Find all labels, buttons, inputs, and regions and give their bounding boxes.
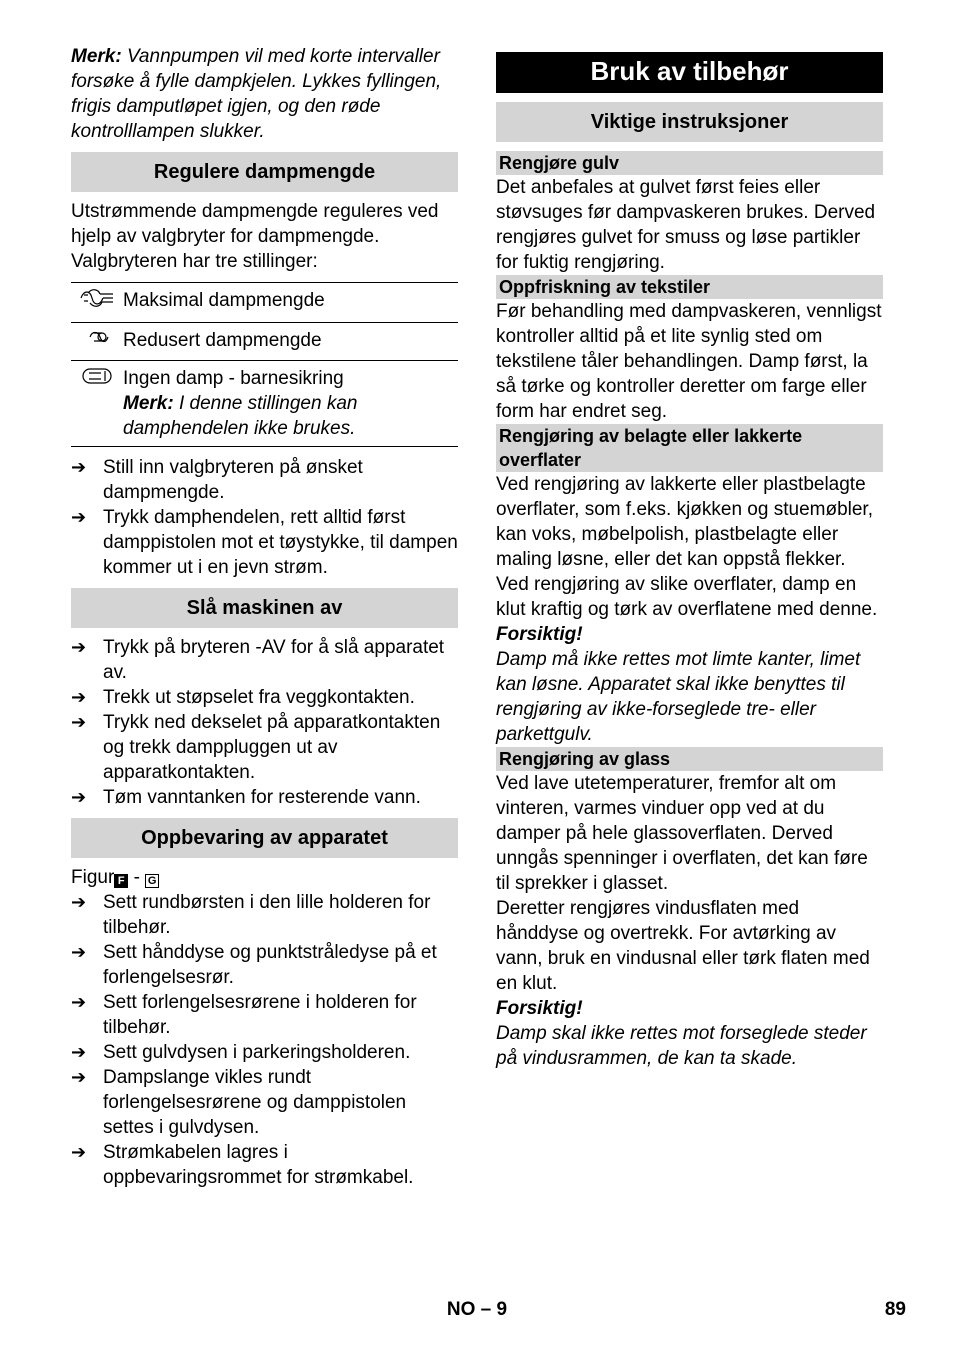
no-steam-icon xyxy=(71,361,123,447)
chapter-title: Bruk av tilbehør xyxy=(496,52,883,93)
coated-warning-text: Damp må ikke rettes mot limte kanter, limet kan løsne. Apparatet skal ikke benyttes til rengjøring av ikke-forseglede tre- eller parkettgulv. xyxy=(496,649,861,745)
subheading-coated-surfaces: Rengjøring av belagte eller lakkerte overflater xyxy=(496,424,883,472)
footer-page-number: 89 xyxy=(884,1299,906,1320)
list-item: ➔ Trykk på bryteren -AV for å slå apparatet av. xyxy=(71,637,445,683)
no-steam-note-label: Merk: xyxy=(123,393,174,414)
left-column xyxy=(71,44,458,1190)
list-item: ➔ Strømkabelen lagres i oppbevaringsrommet for strømkabel. xyxy=(71,1142,414,1188)
arrow-icon: ➔ xyxy=(71,637,87,657)
steam-switch-table xyxy=(71,282,458,447)
list-item: ➔ Trykk ned dekselet på apparatkontakten og trekk damppluggen ut av apparatkontakten. xyxy=(71,712,441,783)
right-column xyxy=(496,44,883,1071)
reduced-steam-icon xyxy=(71,323,123,361)
figure-f-label: F xyxy=(114,874,128,888)
subheading-glass: Rengjøring av glass xyxy=(496,747,883,771)
arrow-icon: ➔ xyxy=(71,457,87,477)
list-item: ➔ Sett hånddyse og punktstråledyse på et forlengelsesrør. xyxy=(71,942,437,988)
section-heading-steam-amount: Regulere dampmengde xyxy=(71,152,458,192)
subheading-floor: Rengjøre gulv xyxy=(496,151,883,175)
list-item: ➔ Sett forlengelsesrørene i holderen for tilbehør. xyxy=(71,992,417,1038)
list-item: ➔ Sett gulvdysen i parkeringsholderen. xyxy=(71,1042,411,1063)
figure-g-label: G xyxy=(145,874,159,888)
coated-text: Ved rengjøring av lakkerte eller plastbelagte overflater, som f.eks. kjøkken og stuemøbler, kan voks, møbelpolish, plastbelagte eller maling løsne, eller det kan oppstå flekker. Ved rengjøring av slike overflater, damp en klut kraftig og tørk av overflatene med denne. xyxy=(496,474,878,620)
no-steam-label: Ingen damp - barnesikring xyxy=(123,368,344,389)
max-steam-icon xyxy=(71,283,123,323)
arrow-icon: ➔ xyxy=(71,1042,87,1062)
figure-reference: Figur F - G xyxy=(71,865,458,890)
no-steam-note-text: I denne stillingen kan damphendelen ikke brukes. xyxy=(123,393,358,439)
list-item: ➔ Trekk ut støpselet fra veggkontakten. xyxy=(71,687,415,708)
arrow-icon: ➔ xyxy=(71,687,87,707)
glass-warning-label: Forsiktig! xyxy=(496,998,583,1019)
note-text: Vannpumpen vil med korte intervaller forsøke å fylle dampkjelen. Lykkes fyllingen, frigis damputløpet igjen, og den røde kontrolllampen slukker. xyxy=(71,46,442,142)
section-heading-turn-off: Slå maskinen av xyxy=(71,588,458,628)
arrow-icon: ➔ xyxy=(71,1067,87,1087)
textiles-text: Før behandling med dampvaskeren, vennligst kontroller alltid på et lite synlig sted om tekstilene tåler behandlingen. Damp først, la så tørke og kontroller deretter om farge eller form har endret seg. xyxy=(496,301,882,422)
note-label: Merk: xyxy=(71,46,122,67)
max-steam-label: Maksimal dampmengde xyxy=(123,290,325,311)
floor-text: Det anbefales at gulvet først feies eller støvsuges før dampvaskeren brukes. Derved rengjøres gulvet for smuss og løse partikler for fuktig rengjøring. xyxy=(496,177,876,273)
glass-text-1: Ved lave utetemperaturer, fremfor alt om vinteren, varmes vinduer opp ved at du damper på hele glassoverflaten. Derved unngås spenninger i overflaten, det kan føre til sprekker i glasset. xyxy=(496,773,868,894)
arrow-icon: ➔ xyxy=(71,787,87,807)
table-row xyxy=(71,361,458,447)
reduced-steam-label: Redusert dampmengde xyxy=(123,323,458,361)
list-item: ➔ Sett rundbørsten i den lille holderen for tilbehør. xyxy=(71,892,431,938)
note-paragraph xyxy=(71,44,458,144)
arrow-icon: ➔ xyxy=(71,892,87,912)
no-steam-cell xyxy=(123,361,458,447)
steam-intro: Utstrømmende dampmengde reguleres ved hjelp av valgbryter for dampmengde. Valgbryteren har tre stillinger: xyxy=(71,201,439,272)
table-row xyxy=(71,323,458,361)
list-item: ➔ Trykk damphendelen, rett alltid først damppistolen mot et tøystykke, til dampen kommer ut i en jevn strøm. xyxy=(71,507,458,578)
coated-warning-label: Forsiktig! xyxy=(496,624,583,645)
glass-warning-text: Damp skal ikke rettes mot forseglede steder på vindusrammen, de kan ta skade. xyxy=(496,1023,867,1069)
section-heading-instructions: Viktige instruksjoner xyxy=(496,102,883,142)
list-item: ➔ Dampslange vikles rundt forlengelsesrørene og damppistolen settes i gulvdysen. xyxy=(71,1067,407,1138)
subheading-textiles: Oppfriskning av tekstiler xyxy=(496,275,883,299)
arrow-icon: ➔ xyxy=(71,712,87,732)
arrow-icon: ➔ xyxy=(71,507,87,527)
arrow-icon: ➔ xyxy=(71,942,87,962)
footer-section-number: NO – 9 xyxy=(446,1299,508,1320)
list-item: ➔ Tøm vanntanken for resterende vann. xyxy=(71,787,421,808)
arrow-icon: ➔ xyxy=(71,992,87,1012)
table-row xyxy=(71,283,458,323)
arrow-icon: ➔ xyxy=(71,1142,87,1162)
glass-text-2: Deretter rengjøres vindusflaten med hånddyse og overtrekk. For avtørking av vann, bruk en vindusnal eller tørk flaten med en klut. xyxy=(496,898,870,994)
list-item: ➔ Still inn valgbryteren på ønsket dampmengde. xyxy=(71,457,363,503)
section-heading-storage: Oppbevaring av apparatet xyxy=(71,818,458,858)
